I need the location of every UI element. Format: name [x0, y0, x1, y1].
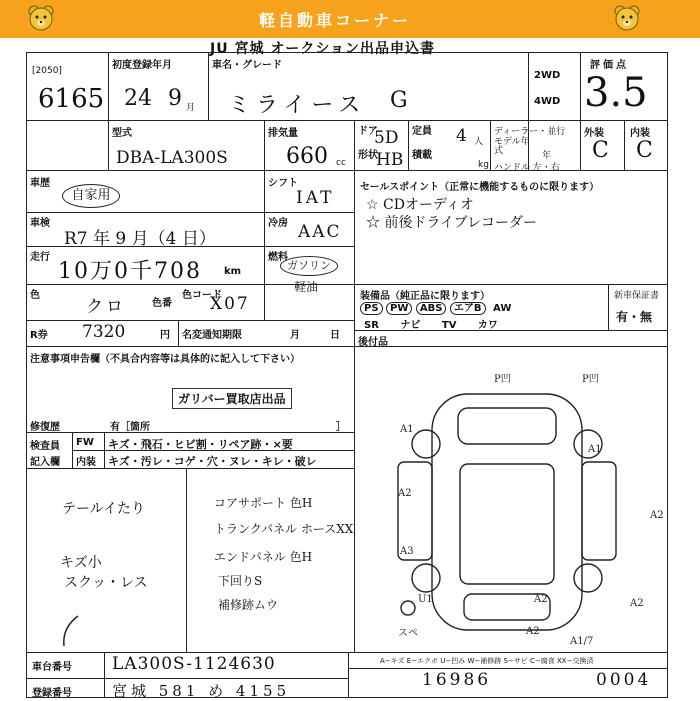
handle-label: ハンドル 左・右 — [494, 163, 560, 173]
row-divider — [26, 678, 348, 679]
equipment-aw: AW — [493, 303, 512, 314]
mileage-value: 10万0千708 — [58, 259, 202, 284]
col-divider — [354, 346, 355, 652]
damage-mark: A2 — [650, 510, 664, 521]
col-divider — [354, 120, 355, 170]
exterior-grade: C — [592, 138, 609, 163]
fuel-diesel: 軽油 — [294, 280, 319, 294]
notes-label: 注意事項申告欄（不具合内容等は具体的に記入して下さい） — [30, 354, 300, 365]
chassis-value: LA300S-1124630 — [112, 654, 276, 674]
damage-mark: A1 — [588, 444, 602, 455]
row-divider — [26, 320, 354, 321]
exterior-label: 外装 — [584, 128, 604, 139]
damage-mark: P凹 — [494, 374, 511, 385]
row-divider — [26, 432, 354, 433]
icheck-scratch: キズ・ — [108, 455, 141, 468]
color-label: 色 — [30, 290, 40, 301]
damage-mark: A1/7 — [570, 636, 594, 647]
row-divider — [354, 330, 668, 331]
check-stone: 飛石・ — [140, 438, 174, 451]
damage-mark: A1 — [400, 424, 414, 435]
icheck-wet: ヌレ・ — [228, 455, 262, 468]
car-grade: G — [390, 88, 408, 113]
name-change-month: 月 — [290, 330, 300, 341]
color-value: クロ — [86, 297, 126, 317]
shift-value: IAT — [296, 188, 335, 208]
row-divider — [348, 668, 668, 669]
note-right-3: エンドパネル 色H — [214, 550, 313, 564]
repair-label: 修復歴 — [30, 422, 60, 433]
col-divider — [104, 652, 105, 698]
usage-label: 車歴 — [30, 178, 50, 189]
name-change-label: 名変通知期限 — [182, 330, 242, 341]
registration-fee: 16986 — [422, 670, 492, 690]
2wd-label: 2WD — [534, 70, 561, 81]
usage-value: 自家用 — [62, 184, 120, 208]
damage-mark: スペ — [398, 628, 418, 639]
color-code-label: 色コード — [182, 290, 222, 301]
note-left-2: キズ小 — [60, 555, 102, 571]
row-divider — [26, 346, 668, 347]
chassis-label: 車台番号 — [32, 662, 72, 673]
sales-point-label: セールスポイント（正常に機能するものに限ります） — [360, 182, 600, 193]
lot-small-code: [2050] — [32, 66, 62, 76]
4wd-label: 4WD — [534, 96, 561, 107]
pen-stroke — [56, 614, 86, 648]
sales-point-2: ☆ 前後ドライブレコーダー — [366, 215, 538, 231]
equipment-label: 装備品（純正品に限ります） — [360, 291, 490, 302]
entry-label: 記入欄 — [30, 457, 60, 468]
inside-label: 内装 — [76, 457, 96, 468]
col-divider — [490, 120, 491, 170]
shift-label: シフト — [268, 178, 298, 189]
ac-value: AAC — [298, 222, 342, 242]
icheck-cut: キレ・ — [261, 455, 295, 468]
icheck-burn: コゲ・ — [173, 455, 207, 468]
aftermarket-label: 後付品 — [358, 337, 388, 348]
first-reg-label: 初度登録年月 — [112, 60, 172, 71]
mileage-label: 走行 — [30, 252, 50, 263]
new-warranty-label: 新車保証書 — [614, 291, 660, 301]
model-year-label: モデル年式 — [494, 137, 530, 156]
col-divider — [608, 284, 609, 330]
first-reg-year: 24 — [124, 86, 152, 111]
kg-unit: kg — [478, 160, 489, 170]
displacement-label: 排気量 — [268, 128, 298, 139]
equipment-leather: カワ — [477, 320, 498, 331]
ac-label: 冷房 — [268, 218, 288, 229]
model-label: 型式 — [112, 128, 132, 139]
person-unit: 人 — [474, 137, 484, 147]
repair-value: 有［箇所 — [110, 422, 150, 433]
note-left-1: テールイたり — [62, 501, 146, 517]
icheck-hole: 穴・ — [206, 455, 229, 468]
col-divider — [580, 52, 581, 170]
color-code-value: X07 — [210, 294, 250, 314]
col-divider — [348, 652, 349, 698]
damage-mark: A2 — [534, 594, 548, 605]
damage-mark: P凹 — [582, 374, 599, 385]
check-crack: ヒビ割・ — [173, 438, 218, 451]
col-divider — [186, 468, 187, 652]
check-needed: ×要 — [272, 438, 293, 451]
equipment-row-2 — [364, 316, 604, 331]
yen-unit: 円 — [160, 330, 170, 341]
row-divider — [26, 652, 668, 653]
note-left-3: スクッ・レス — [64, 575, 148, 591]
car-name-label: 車名・グレード — [212, 60, 282, 71]
damage-mark: A2 — [526, 626, 540, 637]
bear-mascot-right-icon — [612, 4, 642, 34]
door-label: ドア — [358, 126, 378, 137]
km-unit: km — [224, 266, 242, 277]
year-unit: 年 — [542, 151, 552, 161]
col-divider — [624, 120, 625, 170]
month-unit: 月 — [186, 103, 196, 113]
check-person-label: 検査員 — [30, 441, 60, 452]
inspection-label: 車検 — [30, 218, 50, 229]
shape-label: 形状 — [358, 150, 378, 161]
inspection-value: R7 年 9 月（4 日） — [64, 229, 216, 249]
exterior-check-items — [108, 436, 293, 452]
fuel-label: 燃料 — [268, 252, 288, 263]
repair-bracket-close: ］ — [336, 422, 346, 433]
car-damage-diagram — [360, 372, 666, 650]
damage-mark: A3 — [400, 546, 414, 557]
equipment-pw: PW — [386, 302, 412, 315]
equipment-navi: ナビ — [400, 320, 421, 331]
fw-label: FW — [76, 437, 94, 448]
col-divider — [408, 120, 409, 170]
note-right-2: トランクパネル ホースXX — [214, 522, 354, 536]
misc-number: 0004 — [596, 670, 652, 690]
col-divider — [208, 52, 209, 120]
model-code: DBA-LA300S — [116, 148, 228, 168]
sales-point-1: ☆ CDオーディオ — [366, 197, 474, 213]
name-change-day: 日 — [330, 330, 340, 341]
row-divider — [354, 284, 668, 285]
bear-mascot-left-icon — [26, 4, 56, 34]
equipment-tv: TV — [441, 320, 457, 331]
interior-check-items — [108, 453, 317, 469]
note-right-4: 下回りS — [218, 574, 263, 588]
col-divider — [264, 170, 265, 320]
door-value: 5D — [374, 128, 399, 148]
banner-title: 軽自動車コーナー — [258, 11, 411, 30]
dealer-label: ディーラー・並行 — [494, 127, 566, 137]
row-divider — [26, 120, 668, 121]
recycle-value: 7320 — [82, 322, 126, 342]
equipment-sr: SR — [364, 320, 379, 331]
shape-value: HB — [376, 150, 404, 170]
interior-label: 内装 — [630, 128, 650, 139]
lot-number: 6165 — [38, 84, 105, 114]
first-reg-month: 9 — [168, 86, 182, 111]
check-scratch: キズ・ — [108, 438, 141, 451]
dealer-stamp: ガリバー買取店出品 — [172, 388, 292, 409]
note-right-5: 補修跡ムウ — [218, 598, 279, 612]
equipment-row-1 — [360, 299, 606, 314]
row-divider — [26, 212, 354, 213]
damage-mark: A2 — [398, 488, 412, 499]
color-no-label: 色番 — [152, 298, 172, 309]
load-label: 積載 — [412, 150, 432, 161]
grade-score: 3.5 — [584, 70, 648, 116]
damage-legend: A−キズ E−エクボ U−凹み W−補修跡 S−サビ C−腐食 XX−交換済 — [380, 657, 594, 665]
grade-score-label: 評価点 — [590, 60, 629, 71]
damage-mark: A2 — [630, 598, 644, 609]
plate-label: 登録番号 — [32, 688, 72, 699]
equipment-airbag: エアB — [450, 302, 486, 315]
warranty-value: 有・無 — [616, 310, 653, 324]
displacement-value: 660 — [286, 144, 328, 169]
capacity-value: 4 — [456, 126, 467, 146]
capacity-label: 定員 — [412, 126, 432, 137]
fuel-gasoline: ガソリン — [280, 256, 338, 276]
cc-unit: cc — [336, 158, 346, 168]
col-divider — [264, 120, 265, 170]
check-repair-trace: リペア跡・ — [217, 438, 273, 451]
row-divider — [26, 170, 668, 171]
note-right-1: コアサポート 色H — [214, 496, 313, 510]
col-divider — [108, 52, 109, 170]
col-divider — [104, 432, 105, 468]
icheck-tear: 破レ — [294, 455, 317, 468]
equipment-abs: ABS — [416, 302, 447, 315]
interior-grade: C — [636, 138, 653, 163]
equipment-ps: PS — [360, 302, 383, 315]
col-divider — [354, 170, 355, 348]
plate-value: 宮城 581 め 4155 — [112, 682, 291, 700]
recycle-label: R券 — [30, 330, 48, 341]
car-name: ミライース — [228, 93, 367, 118]
col-divider — [178, 320, 179, 346]
sheet-title: JU 宮城 オークション出品申込書 — [210, 41, 436, 57]
damage-mark: U1 — [418, 594, 433, 605]
icheck-dirt: 汚レ・ — [140, 455, 174, 468]
